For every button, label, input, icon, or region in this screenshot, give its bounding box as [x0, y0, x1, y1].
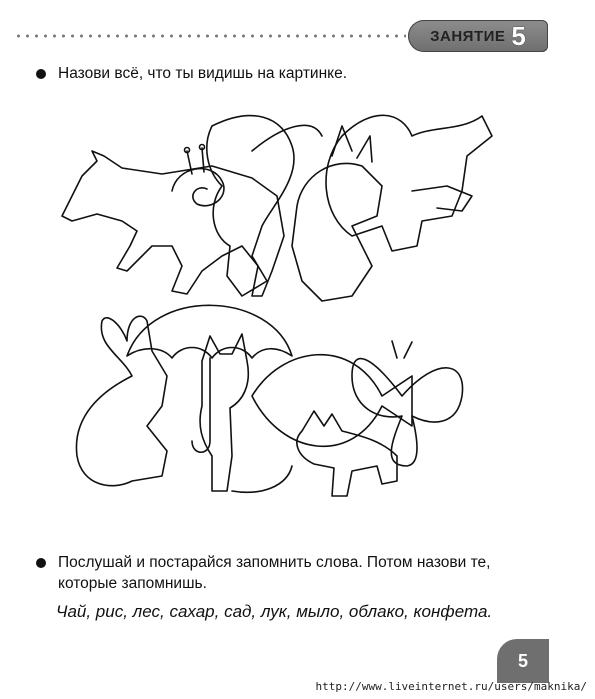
words-to-memorize: Чай, рис, лес, сахар, сад, лук, мыло, облако, конфета.	[56, 602, 493, 621]
butterfly-outline-icon	[352, 341, 463, 466]
squirrel-outline-icon	[207, 116, 322, 296]
bullet-icon	[36, 69, 46, 79]
lesson-label: ЗАНЯТИЕ	[430, 27, 506, 45]
fish-outline-icon	[252, 355, 412, 447]
page-number: 5	[517, 650, 528, 671]
task-instruction-2	[36, 552, 553, 594]
page-number-tab	[497, 639, 549, 683]
lesson-number: 5	[511, 20, 526, 51]
watermark-url: http://www.liveinternet.ru/users/maknika/	[315, 680, 587, 693]
bullet-icon	[36, 558, 46, 568]
rabbit-outline-icon	[76, 316, 167, 486]
umbrella-outline-icon	[127, 305, 292, 452]
elephant-outline-icon	[326, 115, 492, 251]
dog-outline-icon	[292, 126, 382, 301]
overlapping-outlines-picture	[52, 96, 502, 516]
task-instruction-1	[36, 63, 478, 84]
task-2-text: Послушай и постарайся запомнить слова. Потом назови те, которые запомнишь.	[58, 554, 491, 592]
dotted-rule	[14, 34, 406, 38]
lesson-header-tab	[408, 20, 548, 52]
horse-outline-icon	[62, 151, 284, 296]
cat-outline-icon	[200, 334, 292, 492]
lower-dog-outline-icon	[297, 411, 397, 496]
task-1-text: Назови всё, что ты видишь на картинке.	[58, 65, 348, 82]
